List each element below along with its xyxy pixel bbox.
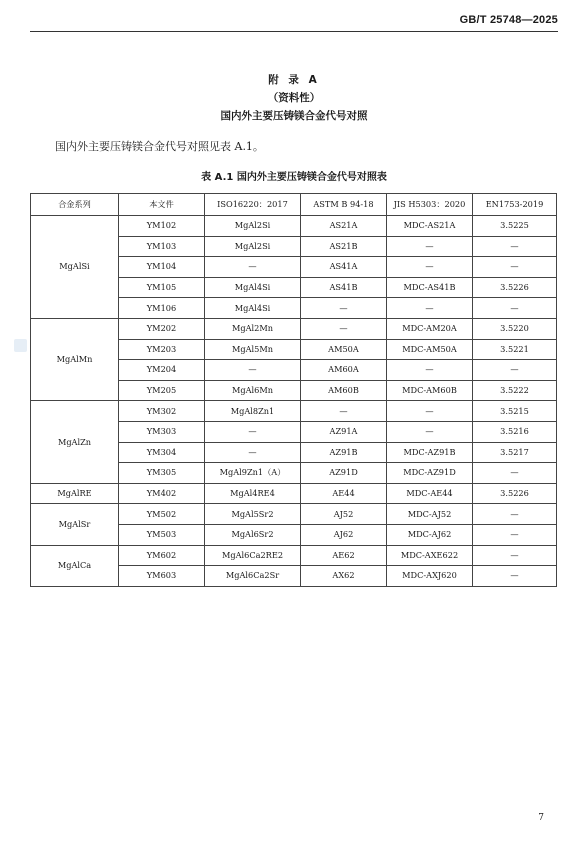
intro-paragraph: 国内外主要压铸镁合金代号对照见表 A.1。 [55, 140, 264, 153]
astm-cell: AM60A [301, 360, 387, 381]
series-cell: MgAlCa [31, 545, 119, 586]
jis-cell: — [387, 401, 473, 422]
series-cell: MgAlRE [31, 483, 119, 504]
astm-cell: AM50A [301, 339, 387, 360]
iso-cell: — [205, 421, 301, 442]
side-marker-icon [14, 339, 27, 352]
iso-cell: MgAl6Ca2Sr [205, 566, 301, 587]
iso-cell: MgAl4Si [205, 277, 301, 298]
designation-cell: YM304 [119, 442, 205, 463]
astm-cell: AJ52 [301, 504, 387, 525]
col-header-astm: ASTM B 94-18 [301, 194, 387, 216]
annex-heading: 国内外主要压铸镁合金代号对照 [220, 110, 368, 122]
jis-cell: — [387, 257, 473, 278]
table-row [31, 401, 557, 422]
designation-cell: YM102 [119, 216, 205, 237]
en-cell: 3.5225 [473, 216, 557, 237]
astm-cell: AZ91A [301, 421, 387, 442]
table-title: 表 A.1 国内外主要压铸镁合金代号对照表 [201, 172, 387, 183]
iso-cell: MgAl2Si [205, 236, 301, 257]
en-cell: 3.5216 [473, 421, 557, 442]
jis-cell: MDC-AS41B [387, 277, 473, 298]
jis-cell: — [387, 298, 473, 319]
astm-cell: AS41A [301, 257, 387, 278]
en-cell: 3.5226 [473, 483, 557, 504]
astm-cell: AZ91D [301, 463, 387, 484]
en-cell: — [473, 257, 557, 278]
en-cell: — [473, 566, 557, 587]
designation-cell: YM303 [119, 421, 205, 442]
astm-cell: AZ91B [301, 442, 387, 463]
designation-cell: YM202 [119, 318, 205, 339]
designation-cell: YM106 [119, 298, 205, 319]
astm-cell: AS21A [301, 216, 387, 237]
iso-cell: MgAl6Ca2RE2 [205, 545, 301, 566]
iso-cell: MgAl5Sr2 [205, 504, 301, 525]
jis-cell: — [387, 421, 473, 442]
iso-cell: MgAl4Si [205, 298, 301, 319]
jis-cell: MDC-AJ52 [387, 504, 473, 525]
iso-cell: MgAl2Si [205, 216, 301, 237]
iso-cell: MgAl9Zn1（A） [205, 463, 301, 484]
page-number: 7 [538, 813, 544, 823]
iso-cell: MgAl2Mn [205, 318, 301, 339]
designation-cell: YM602 [119, 545, 205, 566]
designation-cell: YM204 [119, 360, 205, 381]
jis-cell: MDC-AE44 [387, 483, 473, 504]
iso-cell: MgAl8Zn1 [205, 401, 301, 422]
iso-cell: MgAl4RE4 [205, 483, 301, 504]
designation-cell: YM302 [119, 401, 205, 422]
designation-cell: YM104 [119, 257, 205, 278]
iso-cell: MgAl6Sr2 [205, 524, 301, 545]
en-cell: 3.5221 [473, 339, 557, 360]
col-header-this-document: 本文件 [119, 194, 205, 216]
annex-title: 附 录 A [268, 74, 320, 86]
col-header-en: EN1753-2019 [473, 194, 557, 216]
designation-cell: YM603 [119, 566, 205, 587]
table-row [31, 318, 557, 339]
astm-cell: AS41B [301, 277, 387, 298]
designation-cell: YM305 [119, 463, 205, 484]
designation-cell: YM203 [119, 339, 205, 360]
designation-cell: YM503 [119, 524, 205, 545]
iso-cell: — [205, 442, 301, 463]
annex-nature: （资料性） [267, 92, 321, 104]
en-cell: 3.5217 [473, 442, 557, 463]
iso-cell: — [205, 360, 301, 381]
designation-cell: YM105 [119, 277, 205, 298]
standard-number: GB/T 25748—2025 [459, 14, 558, 26]
header-divider [30, 31, 558, 32]
col-header-iso: ISO16220：2017 [205, 194, 301, 216]
jis-cell: MDC-AM50A [387, 339, 473, 360]
astm-cell: — [301, 318, 387, 339]
astm-cell: — [301, 298, 387, 319]
table-row [31, 483, 557, 504]
jis-cell: MDC-AS21A [387, 216, 473, 237]
col-header-jis: JIS H5303：2020 [387, 194, 473, 216]
series-cell: MgAlZn [31, 401, 119, 483]
iso-cell: MgAl6Mn [205, 380, 301, 401]
designation-cell: YM205 [119, 380, 205, 401]
astm-cell: AM60B [301, 380, 387, 401]
table-header-row [31, 194, 557, 216]
astm-cell: AX62 [301, 566, 387, 587]
astm-cell: AJ62 [301, 524, 387, 545]
jis-cell: MDC-AJ62 [387, 524, 473, 545]
table-row [31, 545, 557, 566]
jis-cell: MDC-AM60B [387, 380, 473, 401]
table-body [31, 216, 557, 587]
en-cell: — [473, 360, 557, 381]
alloy-comparison-table [30, 193, 557, 587]
jis-cell: MDC-AXE622 [387, 545, 473, 566]
series-cell: MgAlMn [31, 318, 119, 400]
table-row [31, 216, 557, 237]
en-cell: — [473, 236, 557, 257]
iso-cell: MgAl5Mn [205, 339, 301, 360]
jis-cell: MDC-AZ91D [387, 463, 473, 484]
designation-cell: YM502 [119, 504, 205, 525]
series-cell: MgAlSr [31, 504, 119, 545]
astm-cell: — [301, 401, 387, 422]
designation-cell: YM402 [119, 483, 205, 504]
en-cell: — [473, 524, 557, 545]
jis-cell: MDC-AZ91B [387, 442, 473, 463]
iso-cell: — [205, 257, 301, 278]
col-header-series: 合金系列 [31, 194, 119, 216]
astm-cell: AE62 [301, 545, 387, 566]
en-cell: 3.5220 [473, 318, 557, 339]
en-cell: — [473, 545, 557, 566]
table-row [31, 504, 557, 525]
en-cell: 3.5222 [473, 380, 557, 401]
astm-cell: AS21B [301, 236, 387, 257]
en-cell: — [473, 504, 557, 525]
en-cell: 3.5215 [473, 401, 557, 422]
en-cell: — [473, 298, 557, 319]
astm-cell: AE44 [301, 483, 387, 504]
jis-cell: MDC-AXJ620 [387, 566, 473, 587]
designation-cell: YM103 [119, 236, 205, 257]
en-cell: — [473, 463, 557, 484]
jis-cell: — [387, 360, 473, 381]
series-cell: MgAlSi [31, 216, 119, 319]
jis-cell: MDC-AM20A [387, 318, 473, 339]
en-cell: 3.5226 [473, 277, 557, 298]
jis-cell: — [387, 236, 473, 257]
